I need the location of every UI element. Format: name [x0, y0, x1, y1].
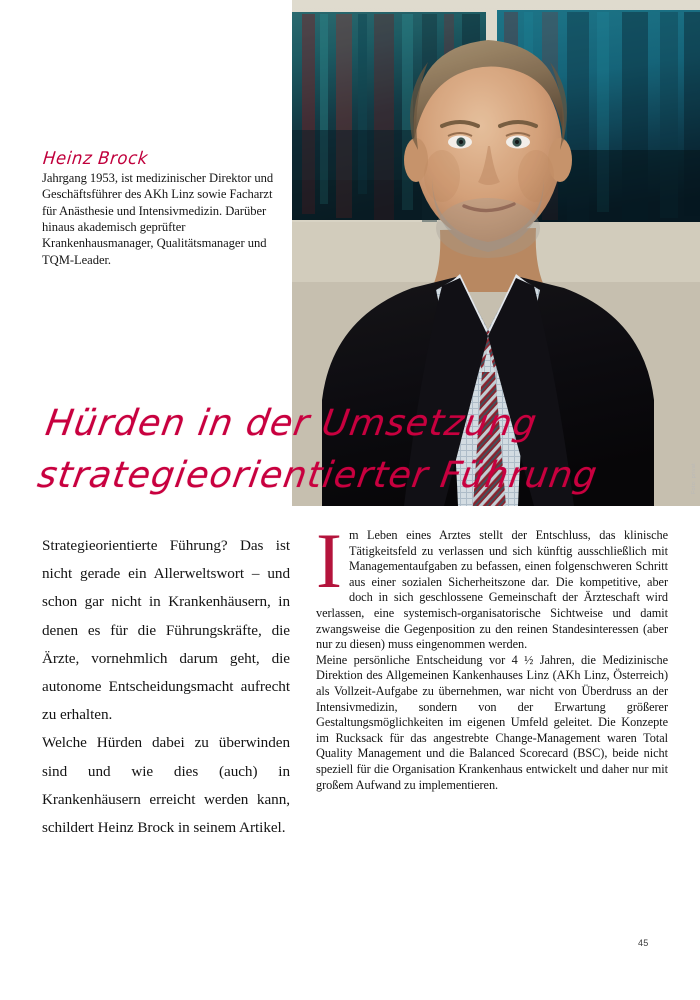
photo-credit: Foto: privat	[691, 462, 697, 494]
author-name: Heinz Brock	[42, 147, 150, 168]
page-number: 45	[638, 938, 649, 948]
headline-line-2: strategieorientierter Führung	[34, 455, 601, 496]
headline-line-1: Hürden in der Umsetzung	[42, 403, 541, 444]
lead-paragraph-1: Strategieorientierte Führung? Das ist nicht gerade ein Allerweltswort – und schon gar nicht in Krankenhäusern, in denen es für die Führungskräfte, die Ärzte, vornehmlich darum geht, die autonome Entscheidungsmacht aufrecht zu erhalten.	[42, 537, 290, 724]
author-bio-text: Jahrgang 1953, ist medizinischer Direktor und Geschäftsführer des AKh Linz sowie Facharzt für Anästhesie und Intensivmedizin. Darüber hinaus akademisch geprüfter Krankenhausmanager, Qualitätsmanager und TQM-Leader.	[42, 171, 274, 267]
drop-cap: I	[316, 517, 342, 604]
body-paragraph-1: m Leben eines Arztes stellt der Entschluss, das klinische Tätigkeitsfeld zu verlassen und sich künftig ausschließlich mit Managementaufgaben zu befassen, einen folgenschweren Schritt aus einer sozialen Sicherheitszone dar. Die kompetitive, aber doch in sich geschlossene Gemeinschaft der Ärzteschaft wird verlassen, eine systemisch-organisatorische Sichtweise und damit zwangsweise die Gegenposition zu den reinen Standesinteressen (aber nur zu diesen) muss eingenommen werden.	[316, 528, 668, 652]
body-column	[316, 517, 668, 793]
portrait-photo	[292, 0, 700, 506]
body-paragraph-2: Meine persönliche Entscheidung vor 4 ½ Jahren, die Medizinische Direktion des Allgemeinen Kankenhauses Linz (AKh Linz, Österreich) als Vollzeit-Aufgabe zu übernehmen, war nicht von Überdruss an der Intensivmedizin, sondern von der Erwartung größerer Gestaltungsmöglichkeiten im eigenen Umfeld geleitet. Die Konzepte im Rucksack für das angestrebte Change-Management waren Total Quality Management und die Balanced Scorecard (BSC), beide nicht speziell für die Organisation Krankenhaus entwickelt und daher nur mit großem Aufwand zu implementieren.	[316, 652, 668, 792]
portrait-illustration	[292, 0, 700, 506]
lead-column	[42, 532, 290, 842]
lead-paragraph-2: Welche Hürden dabei zu überwinden sind und wie dies (auch) in Krankenhäusern erreicht werden kann, schildert Heinz Brock in seinem Artikel.	[42, 734, 290, 837]
author-bio-block	[42, 147, 285, 268]
